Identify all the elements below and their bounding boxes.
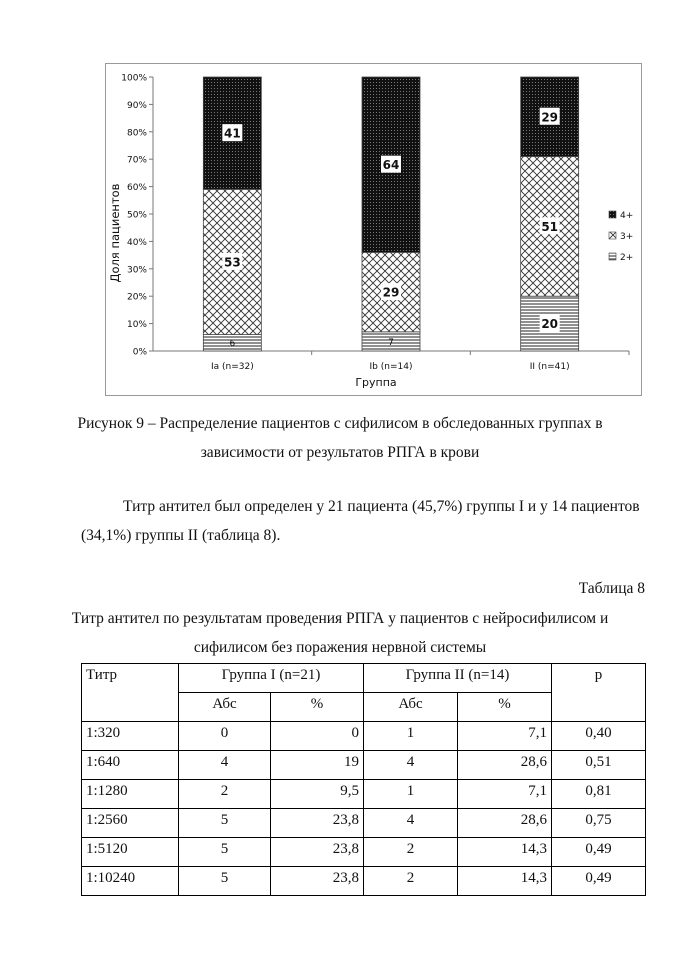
x-tick-label: Ia (n=32) — [210, 362, 254, 372]
header-g1-pct: % — [271, 693, 364, 722]
figure-caption-line1: Рисунок 9 – Распределение пациентов с сифилисом в обследованных группах в — [77, 415, 603, 432]
cell-titr: 1:640 — [82, 751, 179, 780]
titer-table — [81, 663, 646, 896]
cell-titr: 1:10240 — [82, 867, 179, 896]
cell-g1-pct: 23,8 — [271, 838, 364, 867]
cell-g2-abs: 2 — [364, 838, 458, 867]
table-title-line1: Титр антител по результатам проведения РПГА у пациентов с нейросифилисом и — [71, 610, 609, 627]
table-row — [82, 867, 646, 896]
data-label: 41 — [223, 126, 241, 141]
x-tick-label: Ib (n=14) — [369, 362, 413, 372]
cell-p: 0,75 — [552, 809, 646, 838]
y-tick-label: 100% — [121, 73, 147, 84]
cell-g2-abs: 4 — [364, 809, 458, 838]
cell-g2-abs: 2 — [364, 867, 458, 896]
cell-p: 0,51 — [552, 751, 646, 780]
cell-p: 0,40 — [552, 722, 646, 751]
data-label: 51 — [541, 219, 559, 234]
header-group2: Группа II (n=14) — [364, 664, 552, 693]
cell-g1-abs: 5 — [179, 838, 271, 867]
figure-caption — [40, 409, 640, 467]
y-tick-label: 70% — [126, 155, 147, 166]
cell-g2-abs: 1 — [364, 780, 458, 809]
legend-label: 4+ — [620, 211, 634, 221]
cell-g1-pct: 9,5 — [271, 780, 364, 809]
table-row — [82, 751, 646, 780]
cell-g1-abs: 4 — [179, 751, 271, 780]
y-tick-label: 10% — [126, 320, 147, 331]
cell-g1-abs: 5 — [179, 809, 271, 838]
figure-caption-line2: зависимости от результатов РПГА в крови — [200, 444, 480, 461]
cell-g1-pct: 0 — [271, 722, 364, 751]
cell-g1-pct: 23,8 — [271, 809, 364, 838]
x-axis-title: Группа — [355, 376, 397, 389]
y-tick-label: 0% — [132, 347, 147, 358]
y-axis-title: Доля пациентов — [108, 183, 122, 283]
cell-titr: 1:2560 — [82, 809, 179, 838]
legend-swatch — [609, 253, 616, 260]
header-p: р — [552, 664, 646, 722]
cell-g1-abs: 2 — [179, 780, 271, 809]
y-tick-label: 40% — [126, 237, 147, 248]
cell-p: 0,49 — [552, 867, 646, 896]
cell-g2-pct: 14,3 — [458, 838, 552, 867]
data-label: 7 — [388, 337, 394, 348]
stacked-bar-chart — [105, 63, 642, 396]
cell-p: 0,81 — [552, 780, 646, 809]
y-tick-label: 50% — [126, 210, 147, 221]
paragraph-line1: Титр антител был определен у 21 пациента (45,7%) группы I и у 14 пациентов — [123, 498, 640, 515]
header-group1: Группа I (n=21) — [179, 664, 364, 693]
cell-titr: 1:320 — [82, 722, 179, 751]
header-g2-abs: Абс — [364, 693, 458, 722]
cell-g2-abs: 4 — [364, 751, 458, 780]
cell-p: 0,49 — [552, 838, 646, 867]
data-label: 64 — [382, 158, 400, 173]
cell-g2-pct: 28,6 — [458, 751, 552, 780]
legend-swatch — [609, 211, 616, 218]
cell-g1-pct: 23,8 — [271, 867, 364, 896]
header-titr: Титр — [82, 664, 179, 722]
legend-swatch — [609, 232, 616, 239]
y-tick-label: 80% — [126, 128, 147, 139]
table-row — [82, 780, 646, 809]
cell-g2-pct: 7,1 — [458, 722, 552, 751]
data-label: 29 — [382, 285, 400, 300]
table-header-row — [82, 664, 646, 693]
cell-g2-pct: 14,3 — [458, 867, 552, 896]
data-label: 20 — [541, 317, 559, 332]
cell-titr: 1:1280 — [82, 780, 179, 809]
cell-g1-pct: 19 — [271, 751, 364, 780]
legend-label: 3+ — [620, 232, 634, 242]
cell-g1-abs: 0 — [179, 722, 271, 751]
data-label: 29 — [541, 110, 559, 125]
table-title-line2: сифилисом без поражения нервной системы — [193, 639, 487, 656]
table-label: Таблица 8 — [578, 580, 645, 597]
x-tick-label: II (n=41) — [529, 362, 570, 372]
y-tick-label: 60% — [126, 183, 147, 194]
paragraph-line2: (34,1%) группы II (таблица 8). — [81, 527, 281, 544]
data-label: 53 — [223, 255, 241, 270]
table-title — [40, 604, 640, 662]
cell-g2-abs: 1 — [364, 722, 458, 751]
data-label: 6 — [229, 339, 236, 350]
table-row — [82, 809, 646, 838]
cell-g2-pct: 28,6 — [458, 809, 552, 838]
cell-g1-abs: 5 — [179, 867, 271, 896]
y-tick-label: 30% — [126, 265, 147, 276]
legend-label: 2+ — [620, 253, 634, 263]
cell-titr: 1:5120 — [82, 838, 179, 867]
cell-g2-pct: 7,1 — [458, 780, 552, 809]
header-g2-pct: % — [458, 693, 552, 722]
table-row — [82, 722, 646, 751]
header-g1-abs: Абс — [179, 693, 271, 722]
y-tick-label: 90% — [126, 100, 147, 111]
y-tick-label: 20% — [126, 292, 147, 303]
table-row — [82, 838, 646, 867]
